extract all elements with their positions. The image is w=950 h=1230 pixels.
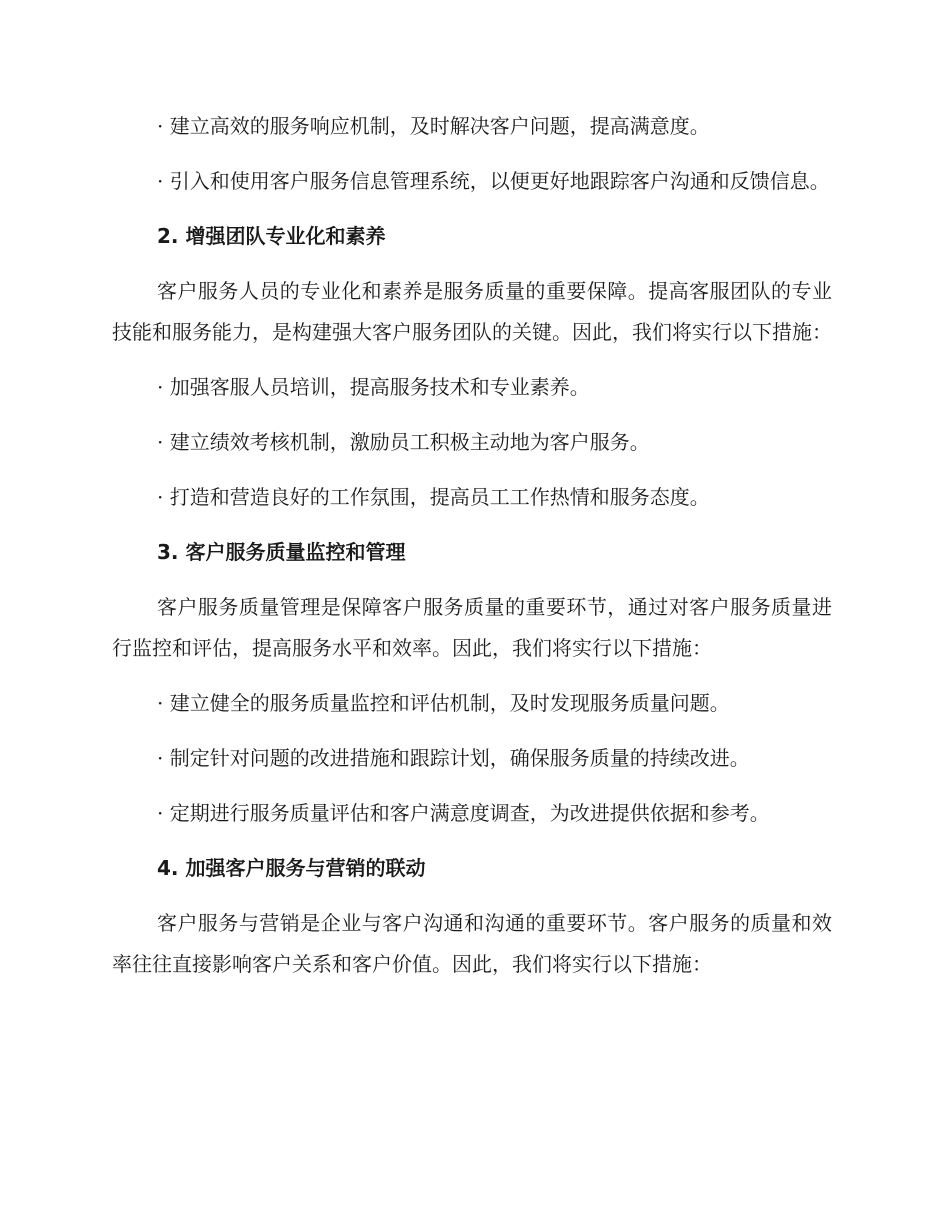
bullet-item: · 引入和使用客户服务信息管理系统，以便更好地跟踪客户沟通和反馈信息。 xyxy=(157,169,830,193)
bullet-item: · 建立健全的服务质量监控和评估机制，及时发现服务质量问题。 xyxy=(157,691,730,715)
body-paragraph: 客户服务质量管理是保障客户服务质量的重要环节，通过对客户服务质量进行监控和评估，提高服务水平和效率。因此，我们将实行以下措施： xyxy=(112,595,832,660)
section-heading: 2. 增强团队专业化和素养 xyxy=(157,224,386,248)
body-paragraph: 客户服务人员的专业化和素养是服务质量的重要保障。提高客服团队的专业技能和服务能力，是构建强大客户服务团队的关键。因此，我们将实行以下措施： xyxy=(112,279,832,344)
section-heading: 4. 加强客户服务与营销的联动 xyxy=(157,856,426,880)
bullet-item: · 制定针对问题的改进措施和跟踪计划，确保服务质量的持续改进。 xyxy=(157,746,750,770)
bullet-item: · 打造和营造良好的工作氛围，提高员工工作热情和服务态度。 xyxy=(157,485,710,509)
bullet-item: · 建立高效的服务响应机制，及时解决客户问题，提高满意度。 xyxy=(157,114,710,138)
section-heading: 3. 客户服务质量监控和管理 xyxy=(157,540,406,564)
bullet-item: · 建立绩效考核机制，激励员工积极主动地为客户服务。 xyxy=(157,430,650,454)
document-page xyxy=(112,106,832,999)
body-paragraph: 客户服务与营销是企业与客户沟通和沟通的重要环节。客户服务的质量和效率往往直接影响客户关系和客户价值。因此，我们将实行以下措施： xyxy=(112,911,832,976)
bullet-item: · 加强客服人员培训，提高服务技术和专业素养。 xyxy=(157,375,590,399)
bullet-item: · 定期进行服务质量评估和客户满意度调查，为改进提供依据和参考。 xyxy=(157,801,770,825)
